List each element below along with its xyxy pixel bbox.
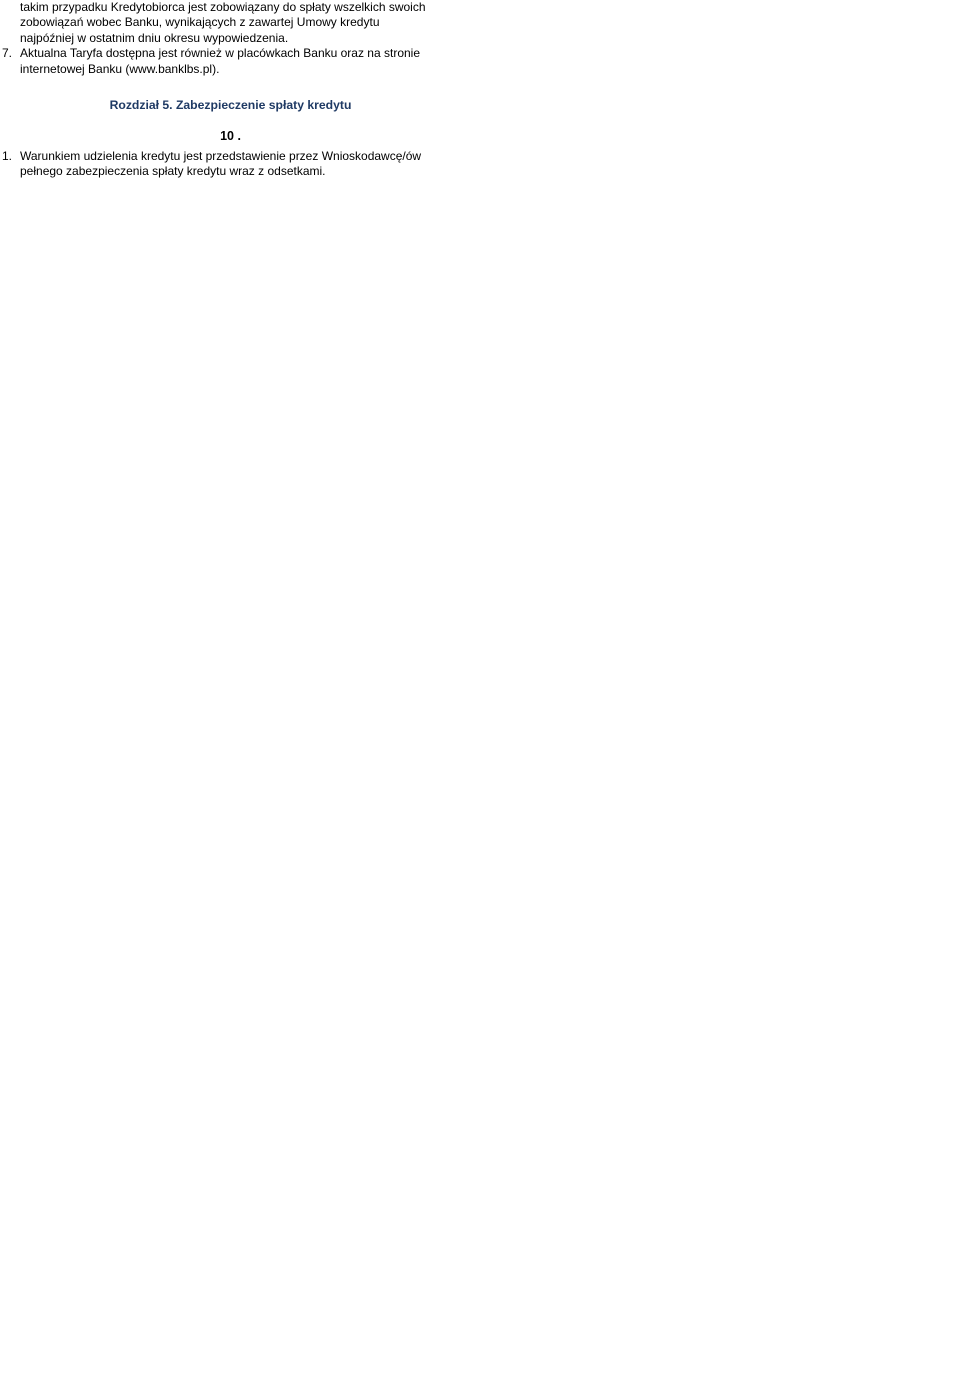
list-number-7: 7. [2,46,13,61]
continued-line-1: takim przypadku Kredytobiorca jest zobowiązany do spłaty wszelkich swoich [20,0,426,14]
continued-line-2: zobowiązań wobec Banku, wynikających z zawartej Umowy kredytu [20,15,380,30]
section-10-item-1 [2,149,459,180]
continued-paragraph [2,0,459,46]
list-number-1: 1. [2,148,13,163]
list-item-7-line-2: internetowej Banku (www.banklbs.pl). [20,61,220,76]
list-item-7-line-1: Aktualna Taryfa dostępna jest również w placówkach Banku oraz na stronie [20,46,421,61]
chapter-5-heading: Rozdział 5. Zabezpieczenie spłaty kredytu [109,98,352,113]
section-10-heading: 10 . [220,129,241,144]
list-item-7 [2,46,459,77]
continued-line-3: najpóźniej w ostatnim dniu okresu wypowiedzenia. [20,30,289,45]
left-column [2,0,459,180]
section-10-item-1-line-1: Warunkiem udzielenia kredytu jest przedstawienie przez Wnioskodawcę/ów [20,148,422,163]
section-10-item-1-line-2: pełnego zabezpieczenia spłaty kredytu wraz z odsetkami. [20,164,326,179]
